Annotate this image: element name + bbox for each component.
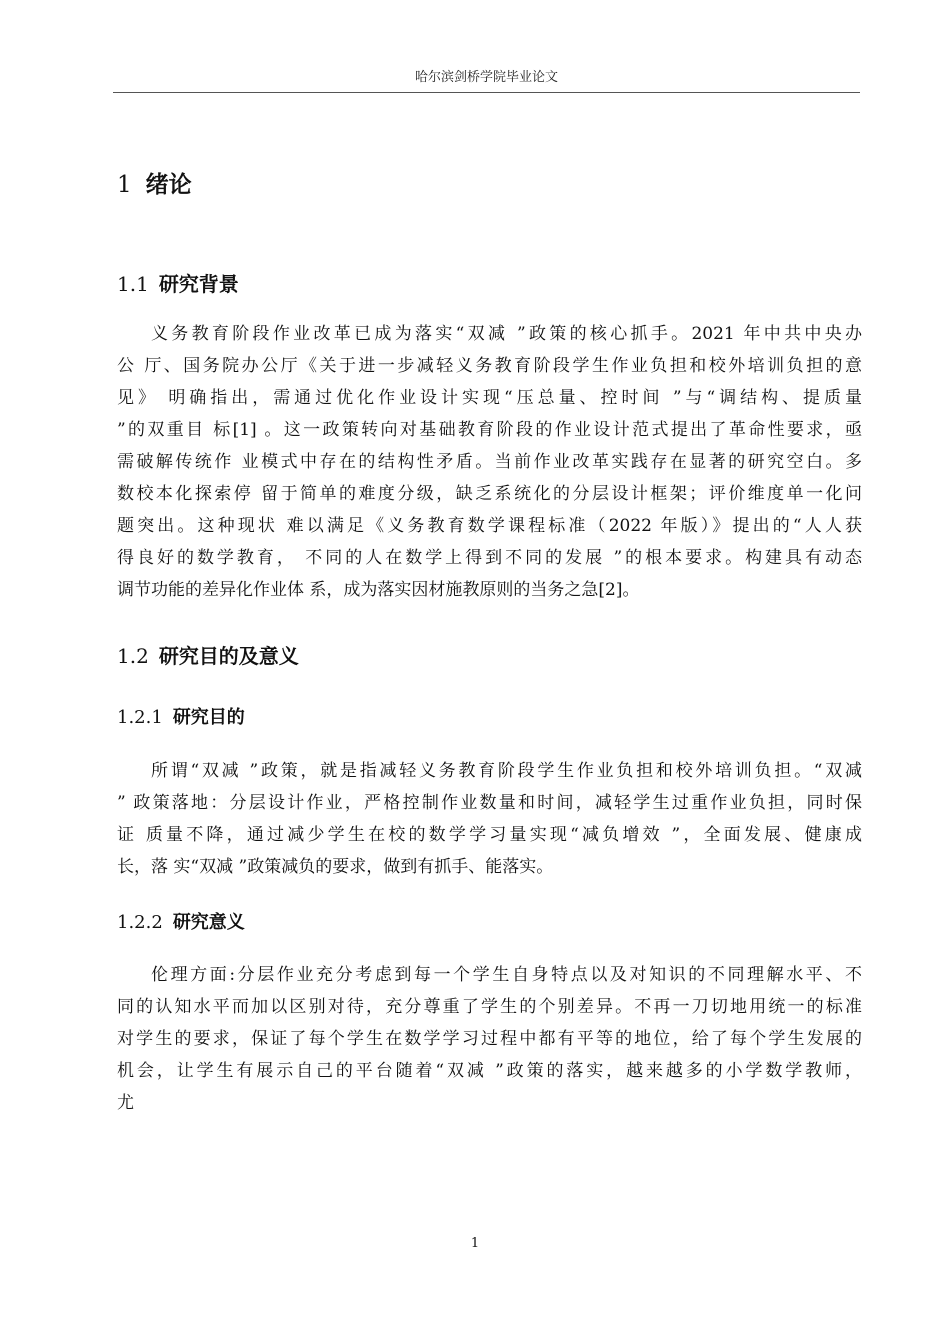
text-line: 公 厅、国务院办公厅《关于进一步减轻义务教育阶段学生作业负担和校外培训负担的意: [117, 356, 862, 376]
section-number: 1.2: [117, 644, 149, 668]
text-line: 同的认知水平而加以区别对待，充分尊重了学生的个别差异。不再一刀切地用统一的标准: [117, 997, 862, 1017]
text-line: 得良好的数学教育， 不同的人在数学上得到不同的发展 ”的根本要求。构建具有动态: [117, 548, 862, 568]
text-line: 机会，让学生有展示自己的平台随着“双减 ”政策的落实，越来越多的小学数学教师，: [117, 1061, 862, 1081]
paragraph-research-purpose: [117, 755, 862, 883]
page-number: 1: [470, 1236, 480, 1251]
text-line: 所谓“双减 ”政策，就是指减轻义务教育阶段学生作业负担和校外培训负担。“双减: [151, 761, 862, 781]
text-line: 长，落 实“双减 ”政策减负的要求，做到有抓手、能落实。: [117, 857, 554, 877]
chapter-heading: [117, 166, 192, 199]
subsection-title: 研究意义: [172, 912, 245, 933]
text-line: 对学生的要求，保证了每个学生在数学学习过程中都有平等的地位，给了每个学生发展的: [117, 1029, 862, 1049]
text-line: 调节功能的差异化作业体 系，成为落实因材施教原则的当务之急[2]。: [117, 580, 640, 600]
text-line: 伦理方面:分层作业充分考虑到每一个学生自身特点以及对知识的不同理解水平、不: [151, 965, 862, 985]
header-divider: [113, 92, 860, 93]
page-header: 哈尔滨剑桥学院毕业论文: [414, 70, 558, 85]
section-heading-1-2: [117, 640, 299, 669]
subsection-heading-1-2-2: [117, 908, 245, 934]
section-heading-1-1: [117, 268, 239, 297]
text-line: ” 政策落地：分层设计作业，严格控制作业数量和时间，减轻学生过重作业负担，同时保: [117, 793, 862, 813]
text-line: 义务教育阶段作业改革已成为落实“双减 ”政策的核心抓手。2021 年中共中央办: [151, 324, 862, 344]
subsection-number: 1.2.2: [117, 912, 163, 933]
section-number: 1.1: [117, 272, 149, 296]
text-line: 尤: [117, 1093, 134, 1113]
text-line: ”的双重目 标[1] 。这一政策转向对基础教育阶段的作业设计范式提出了革命性要求，亟: [117, 420, 862, 440]
text-line: 需破解传统作 业模式中存在的结构性矛盾。当前作业改革实践存在显著的研究空白。多: [117, 452, 862, 472]
section-title: 研究背景: [158, 272, 239, 296]
section-title: 研究目的及意义: [158, 644, 299, 668]
text-line: 数校本化探索停 留于简单的难度分级，缺乏系统化的分层设计框架；评价维度单一化问: [117, 484, 862, 504]
chapter-title: 绪论: [145, 172, 192, 198]
subsection-title: 研究目的: [172, 707, 245, 728]
chapter-number: 1: [117, 172, 132, 198]
subsection-heading-1-2-1: [117, 703, 245, 729]
paragraph-research-significance: [117, 959, 862, 1119]
text-line: 证 质量不降，通过减少学生在校的数学学习量实现“减负增效 ”，全面发展、健康成: [117, 825, 862, 845]
paragraph-research-background: [117, 318, 862, 606]
subsection-number: 1.2.1: [117, 707, 163, 728]
text-line: 题突出。这种现状 难以满足《义务教育数学课程标准（2022 年版）》提出的“人人获: [117, 516, 862, 536]
text-line: 见》 明确指出，需通过优化作业设计实现“压总量、控时间 ”与“调结构、提质量: [117, 388, 862, 408]
